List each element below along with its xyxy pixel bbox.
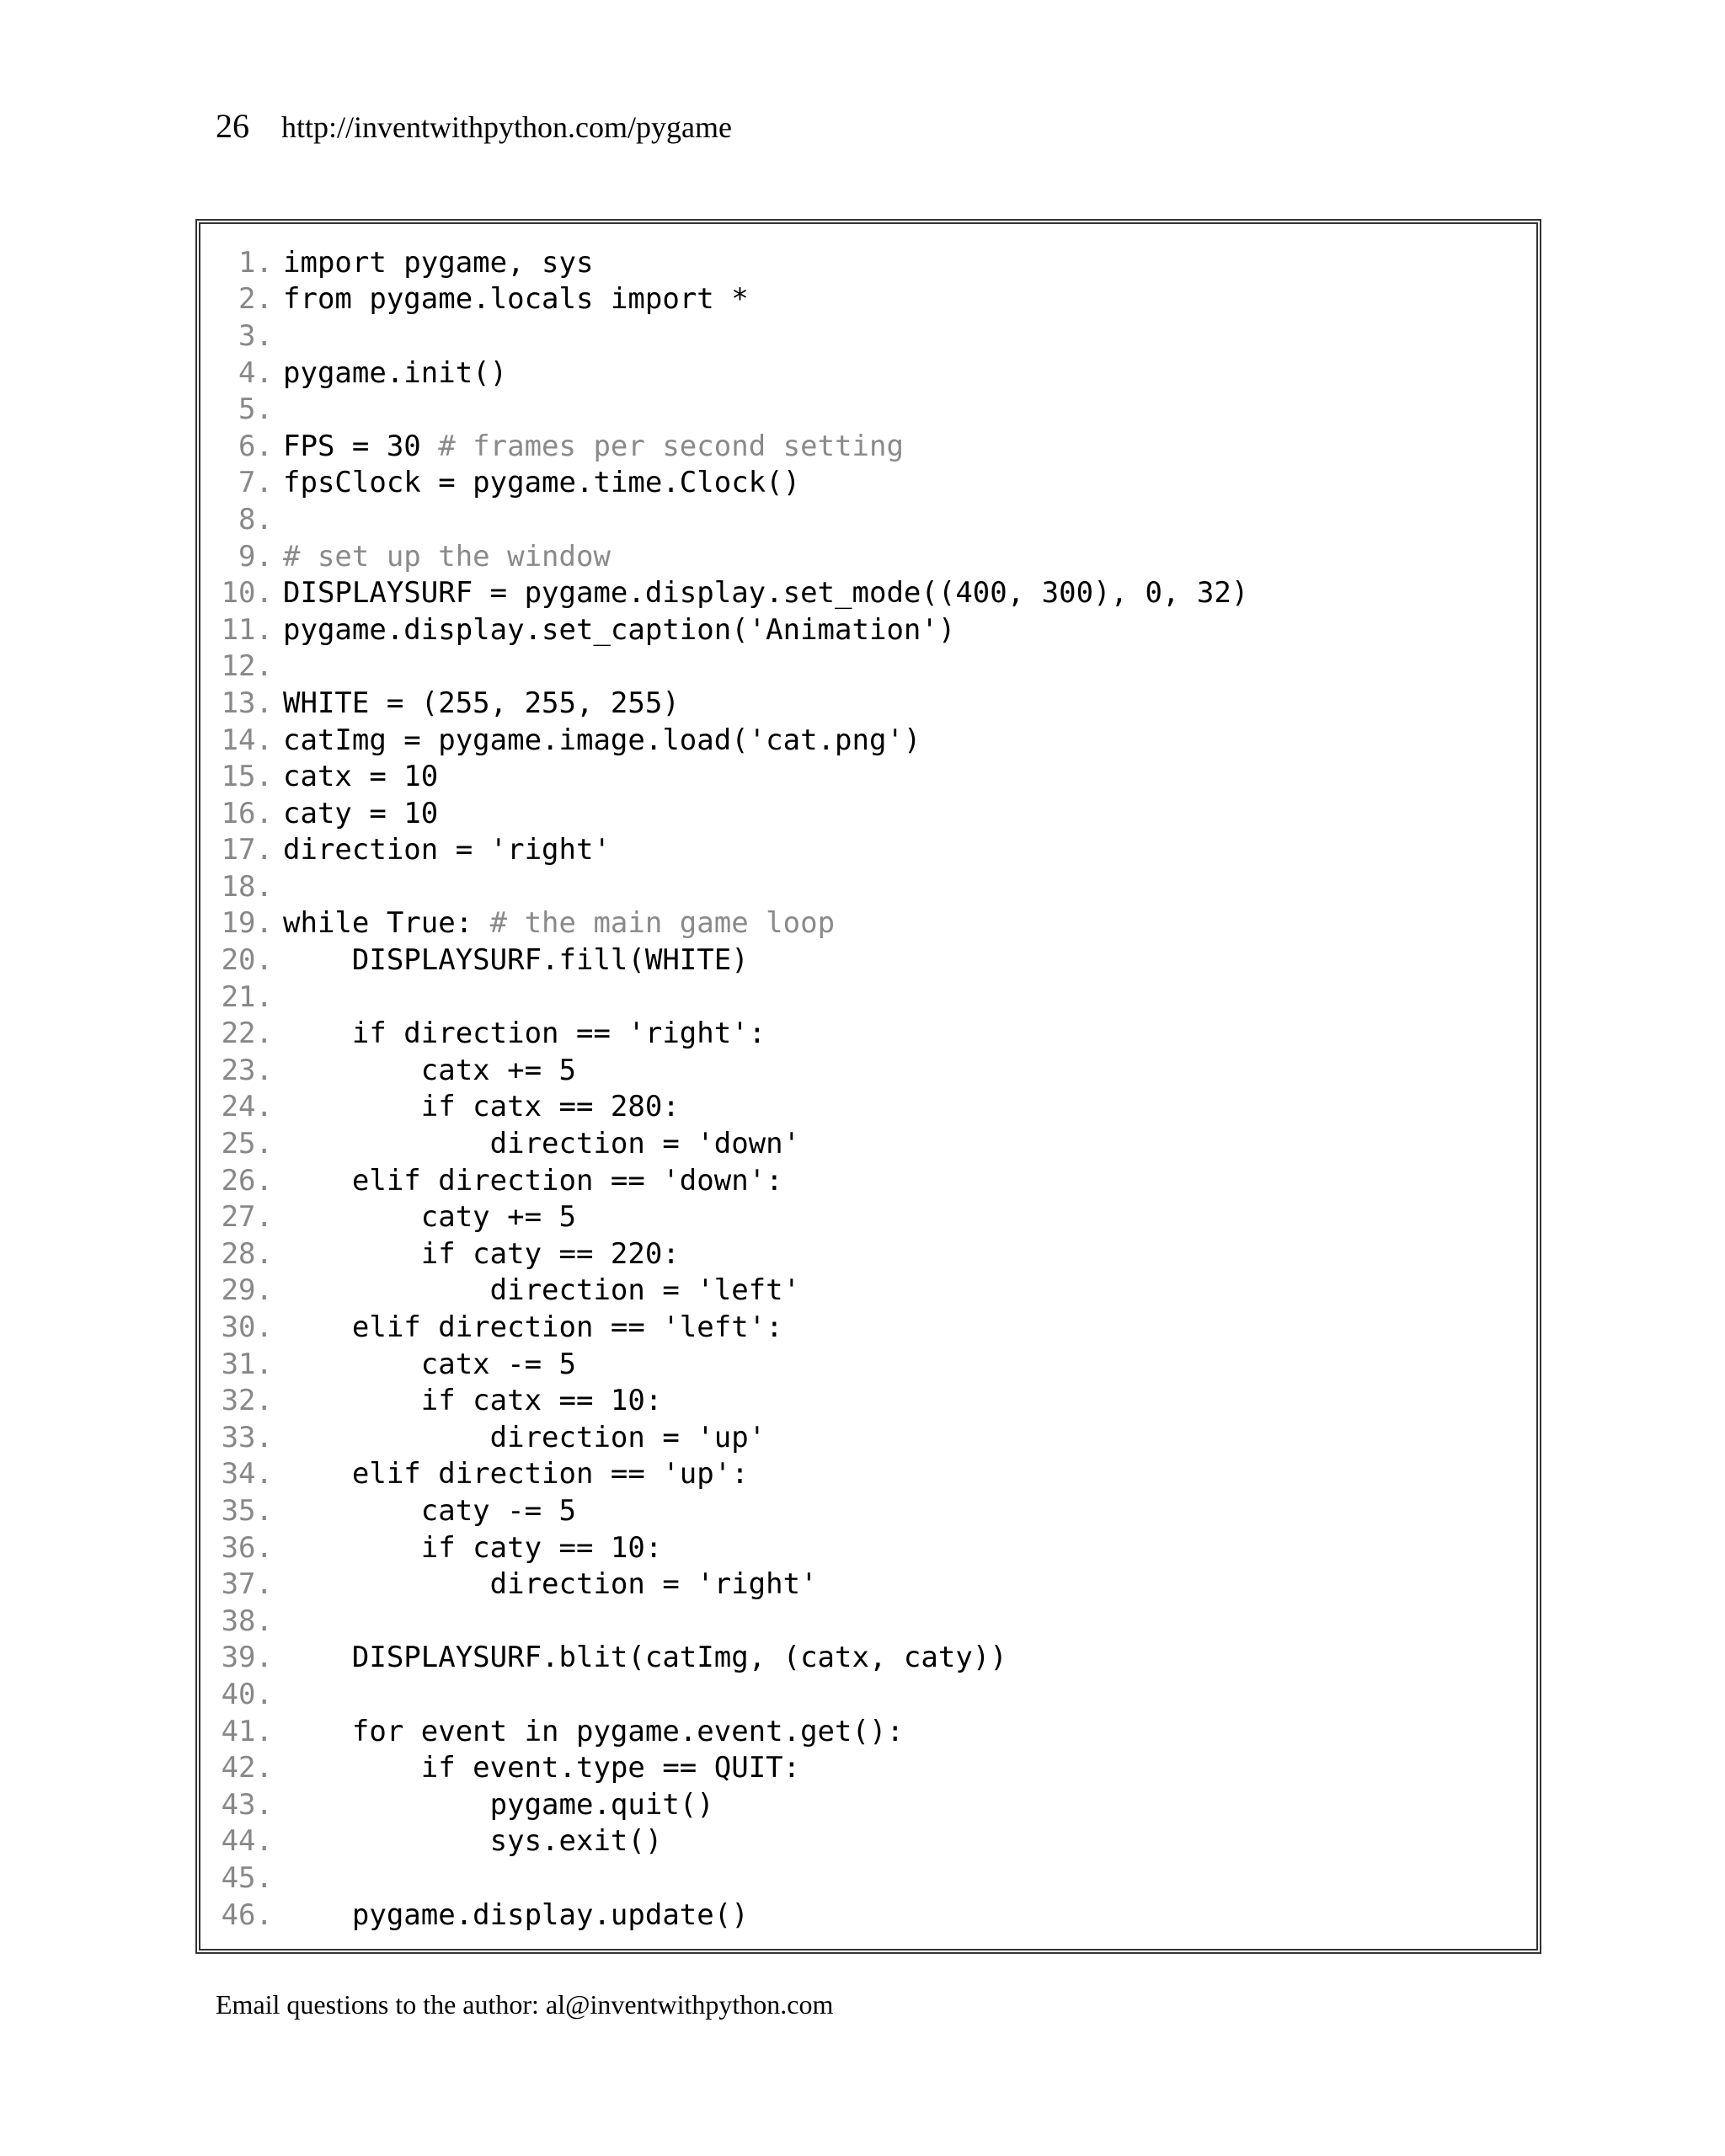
line-code-text: catx = 10 xyxy=(283,760,439,794)
line-code xyxy=(273,613,955,647)
code-line xyxy=(214,1676,1523,1713)
code-line xyxy=(214,942,1523,979)
code-line xyxy=(214,1346,1523,1383)
line-code xyxy=(273,1273,800,1307)
line-code xyxy=(273,466,800,499)
line-number: 5. xyxy=(238,392,273,427)
line-code xyxy=(273,1310,783,1344)
line-number: 15. xyxy=(221,760,273,794)
line-number: 33. xyxy=(221,1420,273,1454)
line-number: 13. xyxy=(221,686,273,720)
line-number: 9. xyxy=(238,539,273,574)
line-code xyxy=(273,540,611,574)
line-number: 38. xyxy=(221,1604,273,1638)
line-code xyxy=(273,1457,749,1491)
line-number: 21. xyxy=(221,979,273,1014)
code-line xyxy=(214,1382,1523,1419)
code-line xyxy=(214,1713,1523,1750)
line-code xyxy=(273,1751,800,1785)
line-number: 39. xyxy=(221,1641,273,1675)
line-code-text: elif direction == 'left': xyxy=(283,1310,783,1345)
line-code xyxy=(273,833,611,867)
line-code xyxy=(273,282,749,316)
line-code xyxy=(273,686,680,720)
code-line xyxy=(214,244,1523,281)
line-code-text: pygame.display.update() xyxy=(283,1897,749,1932)
line-code-text: if catx == 280: xyxy=(283,1090,680,1124)
line-code xyxy=(273,723,921,757)
code-line xyxy=(214,1640,1523,1677)
line-number: 1. xyxy=(238,245,273,280)
line-code-text: direction = 'left' xyxy=(283,1273,801,1308)
code-line xyxy=(214,574,1523,611)
code-line xyxy=(214,722,1523,759)
line-code xyxy=(273,1715,904,1748)
line-number: 40. xyxy=(221,1677,273,1711)
line-number: 41. xyxy=(221,1714,273,1748)
line-number: 2. xyxy=(238,282,273,317)
line-number: 22. xyxy=(221,1017,273,1051)
line-code xyxy=(273,1788,714,1822)
line-code-text: pygame.display.set_caption('Animation') xyxy=(283,612,956,647)
line-number: 14. xyxy=(221,723,273,757)
line-number: 19. xyxy=(221,906,273,941)
line-number: 10. xyxy=(221,576,273,611)
line-code xyxy=(273,1494,576,1528)
line-code xyxy=(273,1164,783,1198)
line-code xyxy=(273,1127,800,1161)
line-number: 24. xyxy=(221,1090,273,1124)
code-line xyxy=(214,1273,1523,1310)
line-code-text: sys.exit() xyxy=(283,1824,663,1859)
line-code xyxy=(273,1237,680,1271)
line-code xyxy=(273,1384,662,1417)
line-number: 7. xyxy=(238,466,273,500)
line-number: 29. xyxy=(221,1273,273,1308)
code-line xyxy=(214,355,1523,392)
line-code-text: caty += 5 xyxy=(283,1200,576,1235)
line-number: 30. xyxy=(221,1310,273,1345)
code-line xyxy=(214,905,1523,942)
code-line xyxy=(214,795,1523,832)
line-number: 46. xyxy=(221,1897,273,1932)
line-code-text: direction = 'up' xyxy=(283,1420,766,1454)
code-line xyxy=(214,1786,1523,1823)
line-code xyxy=(273,1200,576,1234)
code-line xyxy=(214,685,1523,722)
line-code-text: for event in pygame.event.get(): xyxy=(283,1714,904,1748)
line-number: 25. xyxy=(221,1127,273,1161)
page-footer: Email questions to the author: al@inventwithpython.com xyxy=(216,1989,834,2020)
line-number: 44. xyxy=(221,1824,273,1859)
line-number: 28. xyxy=(221,1236,273,1271)
code-line xyxy=(214,1749,1523,1786)
line-code-text: catx -= 5 xyxy=(283,1347,576,1381)
line-code-text: catImg = pygame.image.load('cat.png') xyxy=(283,723,921,757)
line-code-text: elif direction == 'up': xyxy=(283,1457,749,1492)
line-comment: # the main game loop xyxy=(489,906,836,941)
line-code-text: caty = 10 xyxy=(283,796,439,830)
line-comment: # frames per second setting xyxy=(438,429,904,463)
code-line xyxy=(214,1125,1523,1162)
code-line xyxy=(214,648,1523,686)
code-line xyxy=(214,1529,1523,1566)
code-line xyxy=(214,1015,1523,1052)
code-line xyxy=(214,1897,1523,1934)
line-code xyxy=(273,576,1248,610)
line-code-text: if catx == 10: xyxy=(283,1384,663,1418)
code-line xyxy=(214,1823,1523,1860)
line-code xyxy=(273,1898,749,1932)
line-number: 42. xyxy=(221,1751,273,1785)
line-code-text: if event.type == QUIT: xyxy=(283,1751,801,1785)
code-line xyxy=(214,538,1523,575)
line-number: 18. xyxy=(221,869,273,904)
line-code-text: direction = 'right' xyxy=(283,833,611,867)
line-code-text: fpsClock = pygame.time.Clock() xyxy=(283,466,801,500)
line-number: 20. xyxy=(221,943,273,978)
line-number: 16. xyxy=(221,796,273,830)
line-code xyxy=(273,430,904,463)
line-code-text: if direction == 'right': xyxy=(283,1017,766,1051)
code-line xyxy=(214,1492,1523,1529)
line-code xyxy=(273,1567,818,1601)
code-line xyxy=(214,611,1523,648)
line-code-text: if caty == 10: xyxy=(283,1530,663,1565)
line-code xyxy=(273,1348,576,1381)
code-line xyxy=(214,1603,1523,1640)
code-line xyxy=(214,1566,1523,1603)
line-number: 8. xyxy=(238,502,273,536)
code-line xyxy=(214,832,1523,869)
code-line xyxy=(214,1860,1523,1897)
line-code xyxy=(273,760,438,793)
line-code-text: caty -= 5 xyxy=(283,1493,576,1528)
line-number: 23. xyxy=(221,1053,273,1087)
code-line xyxy=(214,979,1523,1016)
line-code xyxy=(273,1090,680,1123)
code-line xyxy=(214,1309,1523,1346)
line-code-text: from pygame.locals import * xyxy=(283,282,749,317)
code-listing-frame xyxy=(195,219,1541,1954)
code-line xyxy=(214,428,1523,465)
line-number: 3. xyxy=(238,318,273,353)
line-code xyxy=(273,1054,576,1087)
code-line xyxy=(214,501,1523,538)
page-number: 26 xyxy=(216,107,249,145)
line-code-text: pygame.quit() xyxy=(283,1787,714,1822)
line-number: 17. xyxy=(221,833,273,867)
code-listing xyxy=(214,244,1523,1933)
line-code xyxy=(273,1824,662,1858)
code-line xyxy=(214,318,1523,355)
line-number: 35. xyxy=(221,1493,273,1528)
line-number: 32. xyxy=(221,1384,273,1418)
line-number: 36. xyxy=(221,1530,273,1565)
line-number: 31. xyxy=(221,1347,273,1381)
line-code-text: FPS = 30 xyxy=(283,429,439,463)
line-code xyxy=(273,1017,766,1050)
code-line xyxy=(214,1456,1523,1493)
line-code xyxy=(273,1421,766,1454)
line-code xyxy=(273,1531,662,1565)
line-number: 43. xyxy=(221,1787,273,1822)
line-code-text: DISPLAYSURF.blit(catImg, (catx, caty)) xyxy=(283,1641,1007,1675)
line-code-text: while True: xyxy=(283,906,490,941)
line-number: 27. xyxy=(221,1200,273,1235)
code-line xyxy=(214,1235,1523,1273)
code-line xyxy=(214,1419,1523,1456)
page-header xyxy=(216,106,732,153)
code-line xyxy=(214,281,1523,318)
line-code-text: catx += 5 xyxy=(283,1053,576,1087)
line-code xyxy=(273,906,835,940)
code-line xyxy=(214,868,1523,905)
code-line xyxy=(214,758,1523,795)
line-code xyxy=(273,246,593,280)
line-code-text: pygame.init() xyxy=(283,355,508,390)
code-line xyxy=(214,465,1523,502)
code-line xyxy=(214,391,1523,428)
line-code-text: direction = 'down' xyxy=(283,1127,801,1161)
line-code-text: direction = 'right' xyxy=(283,1567,818,1602)
line-code xyxy=(273,356,507,390)
line-code-text: elif direction == 'down': xyxy=(283,1163,783,1198)
line-code-text: WHITE = (255, 255, 255) xyxy=(283,686,680,720)
page-url[interactable]: http://inventwithpython.com/pygame xyxy=(281,110,732,144)
line-number: 12. xyxy=(221,649,273,684)
line-comment: # set up the window xyxy=(283,539,611,574)
line-number: 4. xyxy=(238,355,273,390)
line-number: 11. xyxy=(221,612,273,647)
line-number: 37. xyxy=(221,1567,273,1602)
line-number: 34. xyxy=(221,1457,273,1492)
line-number: 26. xyxy=(221,1163,273,1198)
line-code xyxy=(273,1641,1007,1674)
line-number: 45. xyxy=(221,1860,273,1895)
line-code xyxy=(273,797,438,830)
code-line xyxy=(214,1162,1523,1199)
line-code-text: DISPLAYSURF.fill(WHITE) xyxy=(283,943,749,978)
code-line xyxy=(214,1089,1523,1126)
line-code-text: if caty == 220: xyxy=(283,1236,680,1271)
line-code-text: import pygame, sys xyxy=(283,245,594,280)
line-code-text: DISPLAYSURF = pygame.display.set_mode((400, 300), 0, 32) xyxy=(283,576,1249,611)
code-line xyxy=(214,1052,1523,1089)
line-code xyxy=(273,943,749,977)
line-number: 6. xyxy=(238,429,273,463)
code-line xyxy=(214,1198,1523,1235)
